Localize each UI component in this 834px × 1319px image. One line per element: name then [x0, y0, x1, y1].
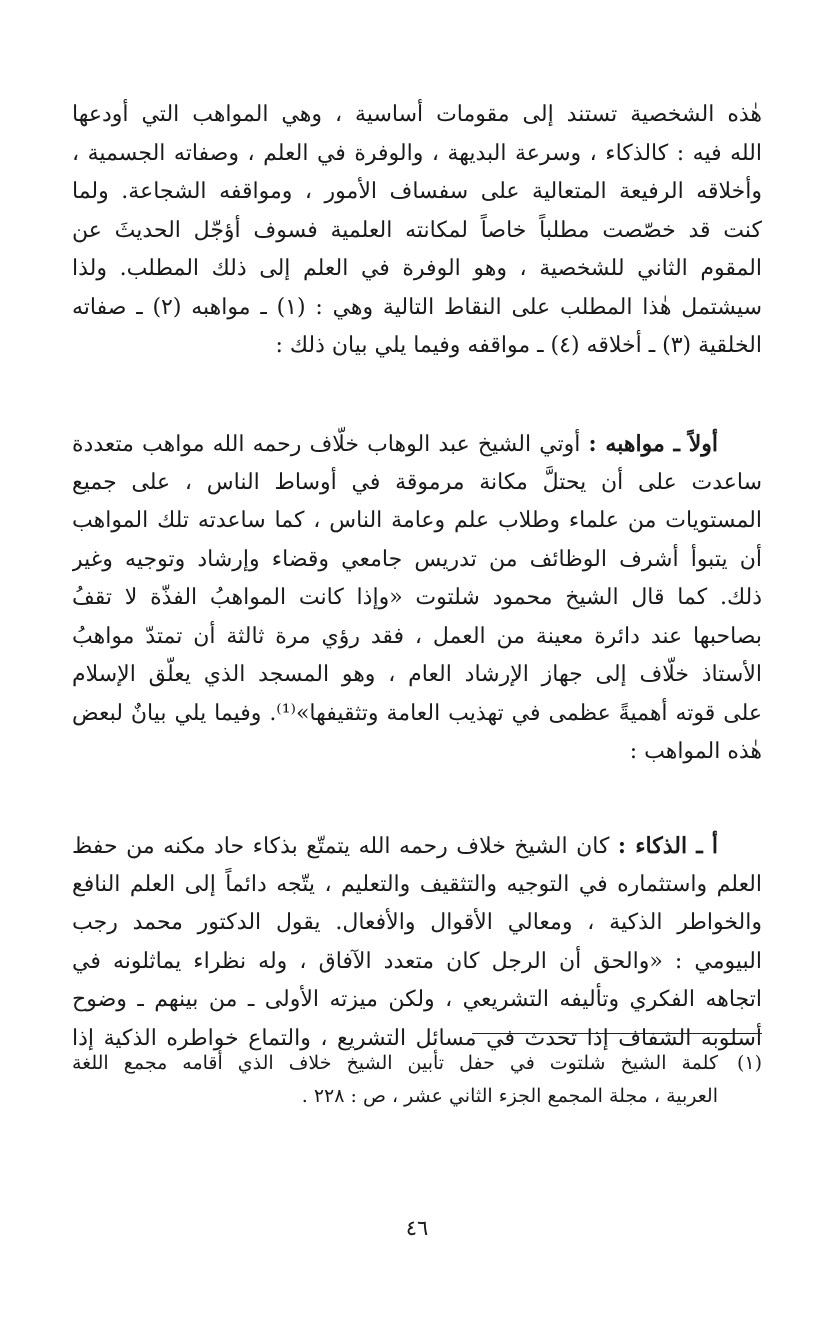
- text-line: سيشتمل هٰذا المطلب على النقاط التالية وهي : (١) ـ مواهبه (٢) ـ صفاته: [72, 294, 762, 320]
- text-line: المستويات من علماء وطلاب علم وعامة الناس ، كما ساعدته تلك المواهب: [72, 508, 762, 533]
- text-line: الأستاذ خلّاف إلى جهاز الإرشاد العام ، وهو المسجد الذي يعلّق الإسلام: [72, 662, 762, 687]
- text-line: هٰذه المواهب :: [629, 739, 762, 764]
- paragraph-intelligence: [72, 827, 762, 1058]
- paragraph-talents: [72, 425, 762, 772]
- section-heading: أ ـ الذكاء :: [617, 833, 718, 859]
- text-line: والخواطر الذكية ، ومعالي الأقوال والأفعال. يقول الدكتور محمد رجب: [72, 910, 762, 935]
- footnote-text: [72, 1047, 718, 1113]
- paragraph-intro: [72, 96, 762, 366]
- section-heading: أولاً ـ مواهبه :: [588, 431, 719, 457]
- text-line: على قوته أهميةً عظمى في تهذيب العامة وتثقيفها»⁽¹⁾. وفيما يلي بيانٌ لبعض: [72, 700, 762, 726]
- text-line: أن يتبوأ أشرف الوظائف من تدريس جامعي وقضاء وإرشاد وتوجيه وغير: [72, 546, 762, 572]
- footnote-item: [72, 1047, 762, 1113]
- text-run: أوتي الشيخ عبد الوهاب خلّاف رحمه الله مواهب متعددة: [72, 432, 589, 457]
- footnote-line: كلمة الشيخ شلتوت في حفل تأبين الشيخ خلاف الذي أقامه مجمع اللغة: [72, 1052, 718, 1074]
- text-line: [72, 827, 762, 866]
- text-line: ساعدت على أن يحتلَّ مكانة مرموقة في أوساط الناس ، على جميع: [72, 469, 762, 495]
- text-line: الخلقية (٣) ـ أخلاقه (٤) ـ مواقفه وفيما يلي بيان ذلك :: [275, 333, 762, 358]
- text-line: كنت قد خصّصت مطلباً خاصاً لمكانته العلمية فسوف أؤجّل الحديثَ عن: [72, 217, 762, 243]
- page-number: ٤٦: [405, 1216, 429, 1240]
- text-line: وأخلاقه الرفيعة المتعالية على سفساف الأمور ، ومواقفه الشجاعة. ولما: [72, 179, 762, 204]
- text-line: الله فيه : كالذكاء ، وسرعة البديهة ، والوفرة في العلم ، وصفاته الجسمية ،: [72, 140, 762, 166]
- text-line: بصاحبها عند دائرة معينة من العمل ، فقد رؤي مرة ثالثة أن تمتدّ مواهبُ: [72, 623, 762, 649]
- text-run: كان الشيخ خلاف رحمه الله يتمتّع بذكاء حاد مكنه من حفظ: [72, 834, 618, 859]
- text-line: ذلك. كما قال الشيخ محمود شلتوت «وإذا كانت المواهبُ الفذّة لا تقفُ: [72, 585, 762, 610]
- text-line: هٰذه الشخصية تستند إلى مقومات أساسية ، وهي المواهب التي أودعها: [72, 102, 762, 127]
- text-line: [72, 425, 762, 464]
- footnote-line: العربية ، مجلة المجمع الجزء الثاني عشر ، ص : ٢٢٨ .: [301, 1085, 718, 1107]
- text-line: المقوم الثاني للشخصية ، وهو الوفرة في العلم إلى ذلك المطلب. ولذا: [72, 256, 762, 281]
- footnote-marker: (١): [736, 1052, 762, 1074]
- text-line: اتجاهه الفكري وتأليفه التشريعي ، ولكن ميزته الأولى ـ من بينهم ـ وضوح: [72, 987, 762, 1012]
- text-line: البيومي : «والحق أن الرجل كان متعدد الآفاق ، وله نظراء يماثلونه في: [72, 948, 762, 974]
- text-line: العلم واستثماره في التوجيه والتثقيف والتعليم ، يتّجه دائماً إلى العلم النافع: [72, 871, 762, 897]
- text-line: أسلوبه الشفاف إذا تحدث في مسائل التشريع ، والتماع خواطره الذكية إذا: [72, 1025, 762, 1051]
- footnote-separator: [472, 1033, 762, 1034]
- footnotes: [72, 1047, 762, 1113]
